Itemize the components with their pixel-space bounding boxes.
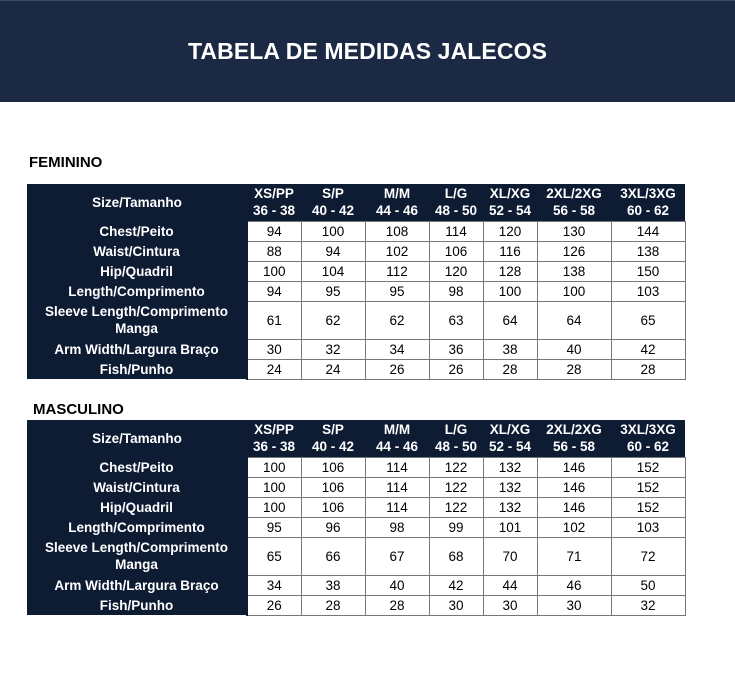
table-row — [27, 261, 685, 281]
size-range: 48 - 50 — [434, 439, 478, 455]
measure-cell: 130 — [537, 221, 611, 241]
measure-cell: 122 — [429, 457, 483, 477]
measure-cell: 100 — [247, 261, 301, 281]
measure-cell: 70 — [483, 537, 537, 575]
size-range: 60 - 62 — [626, 439, 670, 455]
size-column-header — [247, 420, 301, 457]
size-column-header — [537, 184, 611, 221]
size-range: 60 - 62 — [626, 203, 670, 219]
measure-cell: 62 — [365, 301, 429, 339]
measure-cell: 67 — [365, 537, 429, 575]
row-label: Waist/Cintura — [27, 241, 247, 261]
size-column-header — [365, 420, 429, 457]
measure-cell: 61 — [247, 301, 301, 339]
size-range: 56 - 58 — [552, 203, 596, 219]
measure-cell: 152 — [611, 457, 685, 477]
row-label: Hip/Quadril — [27, 497, 247, 517]
row-label: Chest/Peito — [27, 457, 247, 477]
measure-cell: 120 — [429, 261, 483, 281]
row-label: Arm Width/Largura Braço — [27, 575, 247, 595]
size-column-header — [247, 184, 301, 221]
size-column-header — [611, 184, 685, 221]
measure-cell: 114 — [365, 457, 429, 477]
measure-cell: 65 — [611, 301, 685, 339]
row-label: Fish/Punho — [27, 595, 247, 615]
measure-cell: 34 — [247, 575, 301, 595]
measure-cell: 102 — [365, 241, 429, 261]
measure-cell: 114 — [365, 477, 429, 497]
size-label: XL/XG — [489, 186, 531, 202]
measure-cell: 96 — [301, 517, 365, 537]
size-column-header — [611, 420, 685, 457]
measure-cell: 28 — [537, 359, 611, 379]
measure-cell: 100 — [247, 497, 301, 517]
table-row — [27, 241, 685, 261]
size-range: 36 - 38 — [252, 439, 296, 455]
size-range: 52 - 54 — [488, 203, 532, 219]
size-column-header — [301, 420, 365, 457]
measure-cell: 46 — [537, 575, 611, 595]
table-row — [27, 517, 685, 537]
measure-cell: 32 — [301, 339, 365, 359]
measure-cell: 126 — [537, 241, 611, 261]
measure-cell: 138 — [611, 241, 685, 261]
table-row — [27, 301, 685, 339]
measure-cell: 94 — [247, 281, 301, 301]
size-column-header — [429, 420, 483, 457]
measure-cell: 36 — [429, 339, 483, 359]
measure-cell: 116 — [483, 241, 537, 261]
measure-cell: 100 — [537, 281, 611, 301]
measure-cell: 40 — [365, 575, 429, 595]
measure-cell: 102 — [537, 517, 611, 537]
measure-cell: 30 — [429, 595, 483, 615]
measure-cell: 132 — [483, 477, 537, 497]
measure-cell: 146 — [537, 497, 611, 517]
size-label: 3XL/3XG — [620, 422, 676, 438]
table-row — [27, 457, 685, 477]
measure-cell: 106 — [301, 497, 365, 517]
measure-cell: 132 — [483, 497, 537, 517]
measure-cell: 42 — [429, 575, 483, 595]
measure-cell: 94 — [247, 221, 301, 241]
table-row — [27, 497, 685, 517]
measure-cell: 112 — [365, 261, 429, 281]
size-label: XS/PP — [254, 186, 294, 202]
measure-cell: 30 — [247, 339, 301, 359]
table-row — [27, 339, 685, 359]
measure-cell: 114 — [429, 221, 483, 241]
measure-cell: 88 — [247, 241, 301, 261]
measure-cell: 95 — [301, 281, 365, 301]
measure-cell: 28 — [483, 359, 537, 379]
size-label: M/M — [383, 422, 411, 438]
size-header: Size/Tamanho — [27, 184, 247, 221]
measure-cell: 120 — [483, 221, 537, 241]
measure-cell: 103 — [611, 517, 685, 537]
measure-cell: 138 — [537, 261, 611, 281]
table-row — [27, 537, 685, 575]
row-label: Length/Comprimento — [27, 281, 247, 301]
measure-cell: 28 — [301, 595, 365, 615]
size-range: 44 - 46 — [375, 203, 419, 219]
measure-cell: 98 — [365, 517, 429, 537]
measure-cell: 100 — [483, 281, 537, 301]
size-label: S/P — [322, 422, 344, 438]
measure-cell: 100 — [301, 221, 365, 241]
measure-cell: 114 — [365, 497, 429, 517]
measure-cell: 30 — [537, 595, 611, 615]
measure-cell: 146 — [537, 457, 611, 477]
row-label: Sleeve Length/Comprimento Manga — [27, 301, 247, 339]
measure-cell: 100 — [247, 457, 301, 477]
table-row — [27, 595, 685, 615]
size-column-header — [429, 184, 483, 221]
measure-cell: 38 — [483, 339, 537, 359]
measure-cell: 122 — [429, 477, 483, 497]
size-table-masculino — [27, 420, 686, 616]
size-table-feminino — [27, 184, 686, 380]
size-range: 40 - 42 — [311, 203, 355, 219]
measure-cell: 108 — [365, 221, 429, 241]
size-label: S/P — [322, 186, 344, 202]
measure-cell: 40 — [537, 339, 611, 359]
table-row — [27, 221, 685, 241]
table-row — [27, 575, 685, 595]
measure-cell: 144 — [611, 221, 685, 241]
measure-cell: 94 — [301, 241, 365, 261]
size-column-header — [537, 420, 611, 457]
row-label: Waist/Cintura — [27, 477, 247, 497]
size-label: XS/PP — [254, 422, 294, 438]
measure-cell: 95 — [365, 281, 429, 301]
row-label: Fish/Punho — [27, 359, 247, 379]
measure-cell: 24 — [247, 359, 301, 379]
measure-cell: 104 — [301, 261, 365, 281]
size-label: 2XL/2XG — [546, 186, 602, 202]
measure-cell: 71 — [537, 537, 611, 575]
size-label: 2XL/2XG — [546, 422, 602, 438]
measure-cell: 24 — [301, 359, 365, 379]
size-header: Size/Tamanho — [27, 420, 247, 457]
section-title-feminino: FEMININO — [29, 154, 103, 171]
size-range: 44 - 46 — [375, 439, 419, 455]
measure-cell: 72 — [611, 537, 685, 575]
measure-cell: 65 — [247, 537, 301, 575]
measure-cell: 122 — [429, 497, 483, 517]
measure-cell: 26 — [365, 359, 429, 379]
measure-cell: 28 — [365, 595, 429, 615]
measure-cell: 32 — [611, 595, 685, 615]
measure-cell: 152 — [611, 477, 685, 497]
row-label: Hip/Quadril — [27, 261, 247, 281]
measure-cell: 64 — [537, 301, 611, 339]
measure-cell: 101 — [483, 517, 537, 537]
size-range: 40 - 42 — [311, 439, 355, 455]
measure-cell: 106 — [301, 457, 365, 477]
measure-cell: 68 — [429, 537, 483, 575]
measure-cell: 98 — [429, 281, 483, 301]
measure-cell: 103 — [611, 281, 685, 301]
measure-cell: 28 — [611, 359, 685, 379]
row-label: Length/Comprimento — [27, 517, 247, 537]
size-column-header — [483, 420, 537, 457]
size-range: 56 - 58 — [552, 439, 596, 455]
row-label: Chest/Peito — [27, 221, 247, 241]
section-title-masculino: MASCULINO — [33, 401, 124, 418]
size-label: XL/XG — [489, 422, 531, 438]
measure-cell: 64 — [483, 301, 537, 339]
measure-cell: 26 — [247, 595, 301, 615]
measure-cell: 44 — [483, 575, 537, 595]
measure-cell: 100 — [247, 477, 301, 497]
size-label: 3XL/3XG — [620, 186, 676, 202]
row-label: Arm Width/Largura Braço — [27, 339, 247, 359]
title-banner — [0, 0, 735, 102]
size-column-header — [365, 184, 429, 221]
measure-cell: 106 — [301, 477, 365, 497]
row-label: Sleeve Length/Comprimento Manga — [27, 537, 247, 575]
table-row — [27, 359, 685, 379]
size-column-header — [301, 184, 365, 221]
measure-cell: 146 — [537, 477, 611, 497]
measure-cell: 26 — [429, 359, 483, 379]
measure-cell: 150 — [611, 261, 685, 281]
size-label: L/G — [444, 422, 468, 438]
measure-cell: 34 — [365, 339, 429, 359]
size-label: L/G — [444, 186, 468, 202]
measure-cell: 66 — [301, 537, 365, 575]
measure-cell: 63 — [429, 301, 483, 339]
measure-cell: 38 — [301, 575, 365, 595]
measure-cell: 30 — [483, 595, 537, 615]
table-row — [27, 281, 685, 301]
size-range: 36 - 38 — [252, 203, 296, 219]
page-title: TABELA DE MEDIDAS JALECOS — [187, 38, 548, 64]
measure-cell: 132 — [483, 457, 537, 477]
measure-cell: 128 — [483, 261, 537, 281]
measure-cell: 62 — [301, 301, 365, 339]
measure-cell: 50 — [611, 575, 685, 595]
measure-cell: 106 — [429, 241, 483, 261]
size-range: 48 - 50 — [434, 203, 478, 219]
measure-cell: 95 — [247, 517, 301, 537]
measure-cell: 42 — [611, 339, 685, 359]
measure-cell: 152 — [611, 497, 685, 517]
measure-cell: 99 — [429, 517, 483, 537]
table-row — [27, 477, 685, 497]
size-column-header — [483, 184, 537, 221]
size-label: M/M — [383, 186, 411, 202]
size-range: 52 - 54 — [488, 439, 532, 455]
